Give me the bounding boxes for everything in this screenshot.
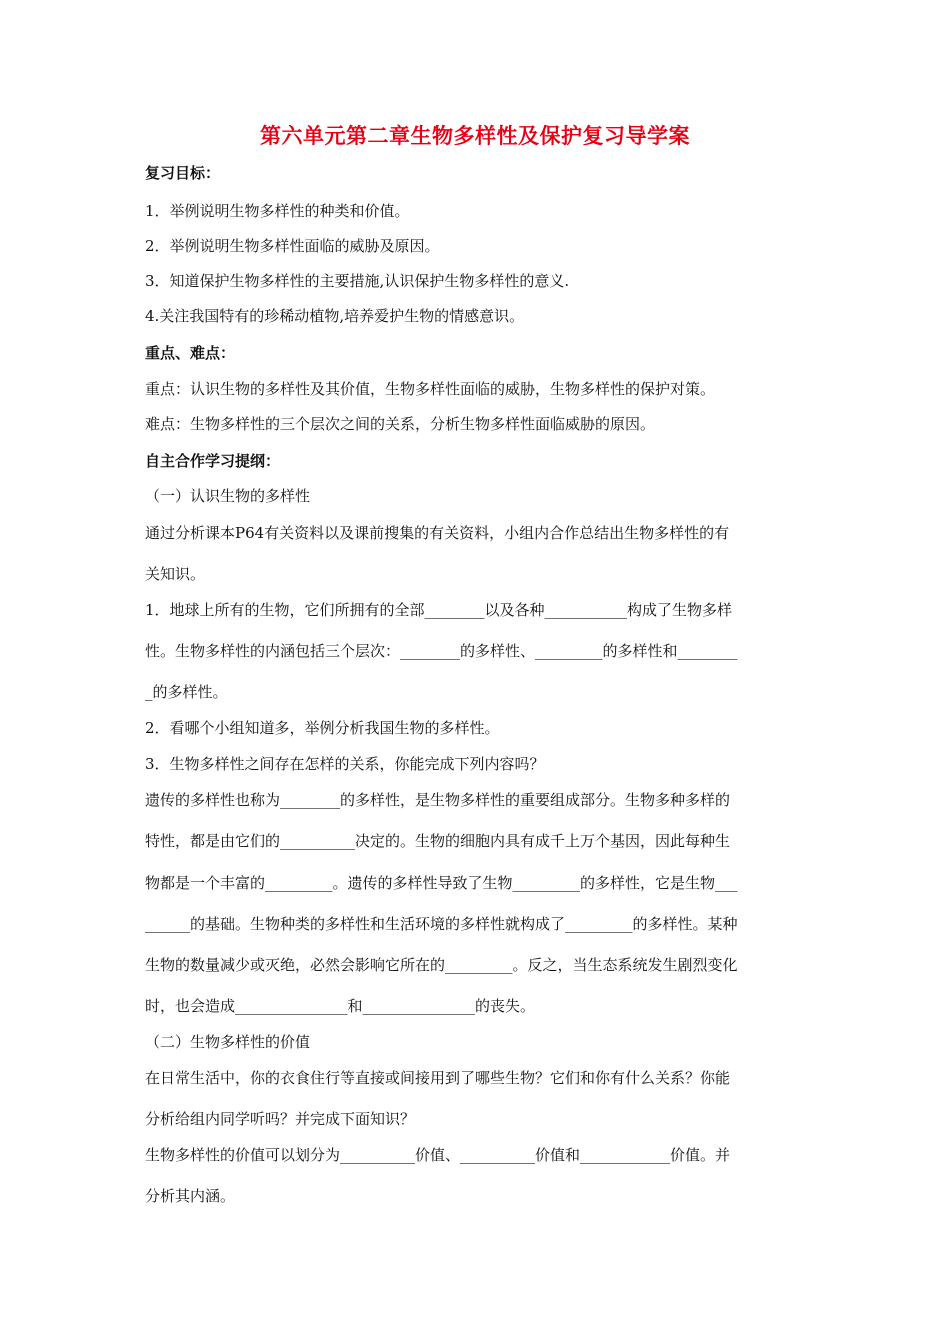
- section-1-heading: （一）认识生物的多样性: [145, 487, 311, 505]
- heading-key-points: 重点、难点：: [145, 344, 236, 362]
- difficult-point: 难点：生物多样性的三个层次之间的关系，分析生物多样性面临威胁的原因。: [145, 415, 656, 433]
- key-point: 重点：认识生物的多样性及其价值，生物多样性面临的威胁，生物多样性的保护对策。: [145, 380, 716, 398]
- question-1-line: 性。生物多样性的内涵包括三个层次：________的多样性、_________的多样性和________: [145, 642, 738, 660]
- goal-3: 3．知道保护生物多样性的主要措施,认识保护生物多样性的意义.: [145, 272, 570, 290]
- paragraph-line: 分析给组内同学听吗？并完成下面知识？: [145, 1110, 416, 1128]
- goal-4: 4.关注我国特有的珍稀动植物,培养爱护生物的情感意识。: [145, 307, 525, 325]
- goal-1: 1．举例说明生物多样性的种类和价值。: [145, 202, 410, 220]
- paragraph-line: 关知识。: [145, 565, 206, 583]
- document-title: 第六单元第二章生物多样性及保护复习导学案: [260, 124, 690, 148]
- question-1-line: _的多样性。: [145, 683, 228, 701]
- goal-2: 2．举例说明生物多样性面临的威胁及原因。: [145, 237, 440, 255]
- paragraph-line: 在日常生活中，你的衣食住行等直接或间接用到了哪些生物？它们和你有什么关系？你能: [145, 1069, 731, 1087]
- paragraph-line: 通过分析课本P64有关资料以及课前搜集的有关资料，小组内合作总结出生物多样性的有: [145, 524, 730, 542]
- genetic-diversity-line: 生物的数量减少或灭绝，必然会影响它所在的_________。反之，当生态系统发生剧烈变化: [145, 956, 738, 974]
- genetic-diversity-line: 时，也会造成_______________和_______________的丧失。: [145, 997, 536, 1015]
- genetic-diversity-line: 特性，都是由它们的__________决定的。生物的细胞内具有成千上万个基因，因此每种生: [145, 832, 731, 850]
- genetic-diversity-line: 遗传的多样性也称为________的多样性，是生物多样性的重要组成部分。生物多种多样的: [145, 791, 731, 809]
- value-question-line: 分析其内涵。: [145, 1187, 236, 1205]
- heading-review-goals: 复习目标：: [145, 164, 221, 182]
- heading-study-outline: 自主合作学习提纲：: [145, 452, 281, 470]
- genetic-diversity-line: 物都是一个丰富的_________。遗传的多样性导致了生物_________的多样性，它是生物___: [145, 874, 738, 892]
- question-2: 2．看哪个小组知道多，举例分析我国生物的多样性。: [145, 719, 500, 737]
- genetic-diversity-line: ______的基础。生物种类的多样性和生活环境的多样性就构成了_________的多样性。某种: [145, 915, 738, 933]
- value-question-line: 生物多样性的价值可以划分为__________价值、__________价值和____________价值。并: [145, 1146, 731, 1164]
- question-1-line: 1．地球上所有的生物，它们所拥有的全部________以及各种___________构成了生物多样: [145, 601, 733, 619]
- section-2-heading: （二）生物多样性的价值: [145, 1033, 311, 1051]
- question-3: 3．生物多样性之间存在怎样的关系，你能完成下列内容吗？: [145, 755, 545, 773]
